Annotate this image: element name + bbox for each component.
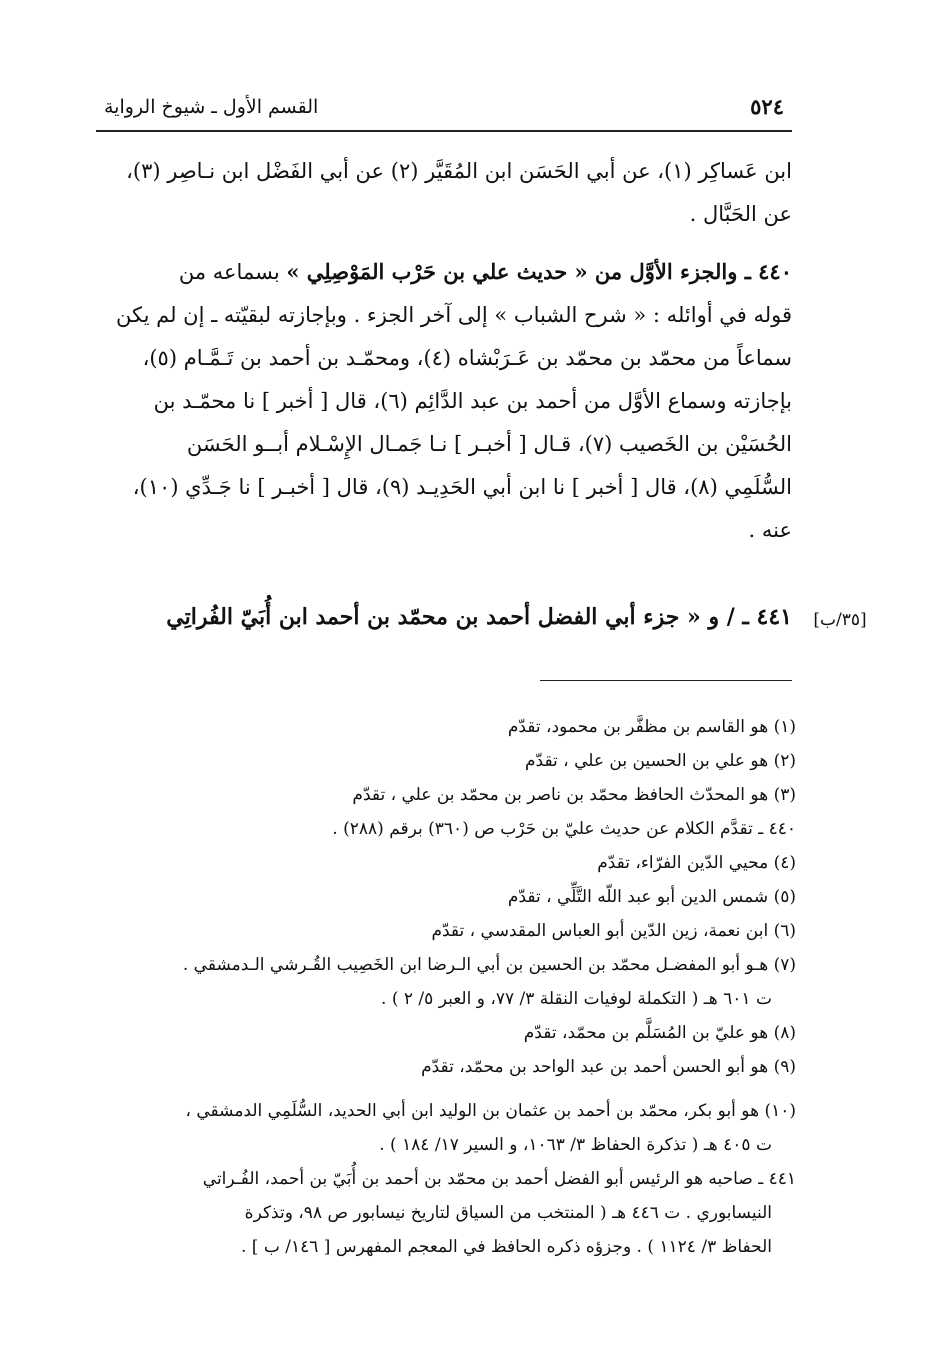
entry-440-title-tail: بسماعه من xyxy=(178,260,287,284)
text-line: الحُسَيْن بن الخَصيب (٧)، قـال [ أخبـر ] نـا جَمـال الإِسْـلام أبــو الحَسَن xyxy=(186,432,792,456)
footnote-7: (٧) هـو أبو المفضـل محمّد بن الحسين بن أبي الـرضا ابن الخَصِيب القُـرشي الـدمشقي . xyxy=(182,955,796,975)
text-line: سماعاً من محمّد بن محمّد بن عَـرَبْشاه (٤)، ومحمّـد بن أحمد بن تَـمَّـام (٥)، xyxy=(142,346,792,370)
footnote-6: (٦) ابن نعمة، زين الدّين أبو العباس المقدسي ، تقدّم xyxy=(431,921,796,941)
footnotes xyxy=(96,710,796,1264)
footnote-3: (٣) هو المحدّث الحافظ محمّد بن ناصر بن محمّد بن علي ، تقدّم xyxy=(352,785,796,805)
text-line: السُّلَمِي (٨)، قال [ أخبر ] نا ابن أبي الحَدِيـد (٩)، قال [ أخبـر ] نا جَـدِّي (١٠)، xyxy=(132,475,792,499)
text-line: عنه . xyxy=(748,518,792,542)
footnote-divider xyxy=(540,680,792,681)
running-title: القسم الأول ـ شيوخ الرواية xyxy=(104,96,319,118)
main-text xyxy=(96,150,792,552)
footnote-5: (٥) شمس الدين أبو عبد اللّه التَّلِّي ، تقدّم xyxy=(507,887,796,907)
footnote-8: (٨) هو عليّ بن المُسَلَّم بن محمّد، تقدّم xyxy=(523,1023,796,1043)
text-line: ابن عَساكِر (١)، عن أبي الحَسَن ابن المُقَيَّر (٢) عن أبي الفَضْل ابن نـاصِر (٣)، xyxy=(126,159,792,183)
page-number: ٥٢٤ xyxy=(750,94,784,119)
entry-440-title: ٤٤٠ ـ والجزء الأوَّل من « حديث علي بن حَرْب المَوْصِلِي » xyxy=(286,259,792,284)
text-line: بإجازته وسماع الأوَّل من أحمد بن عبد الدَّائِم (٦)، قال [ أخبر ] نا محمّـد بن xyxy=(153,389,792,413)
entry-441-heading: ٤٤١ ـ / و « جزء أبي الفضل أحمد بن محمّد بن أحمد ابن أُبَيّ الفُراتِي xyxy=(166,604,792,630)
manuscript-folio-ref: [٣٥/ب] xyxy=(813,610,867,630)
footnote-441-cont: النيسابوري . ت ٤٤٦ هـ ( المنتخب من السياق لتاريخ نيسابور ص ٩٨، وتذكرة xyxy=(244,1203,772,1223)
header-divider xyxy=(96,130,792,132)
footnote-10-cont: ت ٤٠٥ هـ ( تذكرة الحفاظ ٣/ ١٠٦٣، و السير ١٧/ ١٨٤ ) . xyxy=(379,1135,772,1155)
footnote-10: (١٠) هو أبو بكر، محمّد بن أحمد بن عثمان بن الوليد ابن أبي الحديد، السُّلَمِي الدمشقي ، xyxy=(185,1101,796,1121)
footnote-4: (٤) محيي الدّين الفرّاء، تقدّم xyxy=(597,853,796,873)
footnote-441-cont2: الحفاظ ٣/ ١١٢٤ ) . وجزؤه ذكره الحافظ في المعجم المفهرس [ ١٤٦/ ب ] . xyxy=(241,1237,772,1257)
footnote-441: ٤٤١ ـ صاحبه هو الرئيس أبو الفضل أحمد بن محمّد بن أحمد بن أُبَيّ بن أحمد، الفُـراتي xyxy=(202,1169,796,1189)
footnote-440: ٤٤٠ ـ تقدَّم الكلام عن حديث عليّ بن حَرْب ص (٣٦٠) برقم (٢٨٨) . xyxy=(332,819,796,839)
footnote-1: (١) هو القاسم بن مظفَّر بن محمود، تقدّم xyxy=(507,717,796,737)
entry-440-first-line xyxy=(96,250,792,294)
footnote-2: (٢) هو علي بن الحسين بن علي ، تقدّم xyxy=(525,751,796,771)
text-line: قوله في أوائله : « شرح الشباب » إلى آخر الجزء . وبإجازته لبقيّته ـ إن لم يكن xyxy=(116,303,792,327)
footnote-9: (٩) هو أبو الحسن أحمد بن عبد الواحد بن محمّد، تقدّم xyxy=(421,1057,796,1077)
footnote-7-cont: ت ٦٠١ هـ ( التكملة لوفيات النقلة ٣/ ٧٧، و العبر ٥/ ٢ ) . xyxy=(381,989,772,1009)
running-header xyxy=(96,92,792,128)
text-line: عن الحَبَّال . xyxy=(689,202,792,226)
